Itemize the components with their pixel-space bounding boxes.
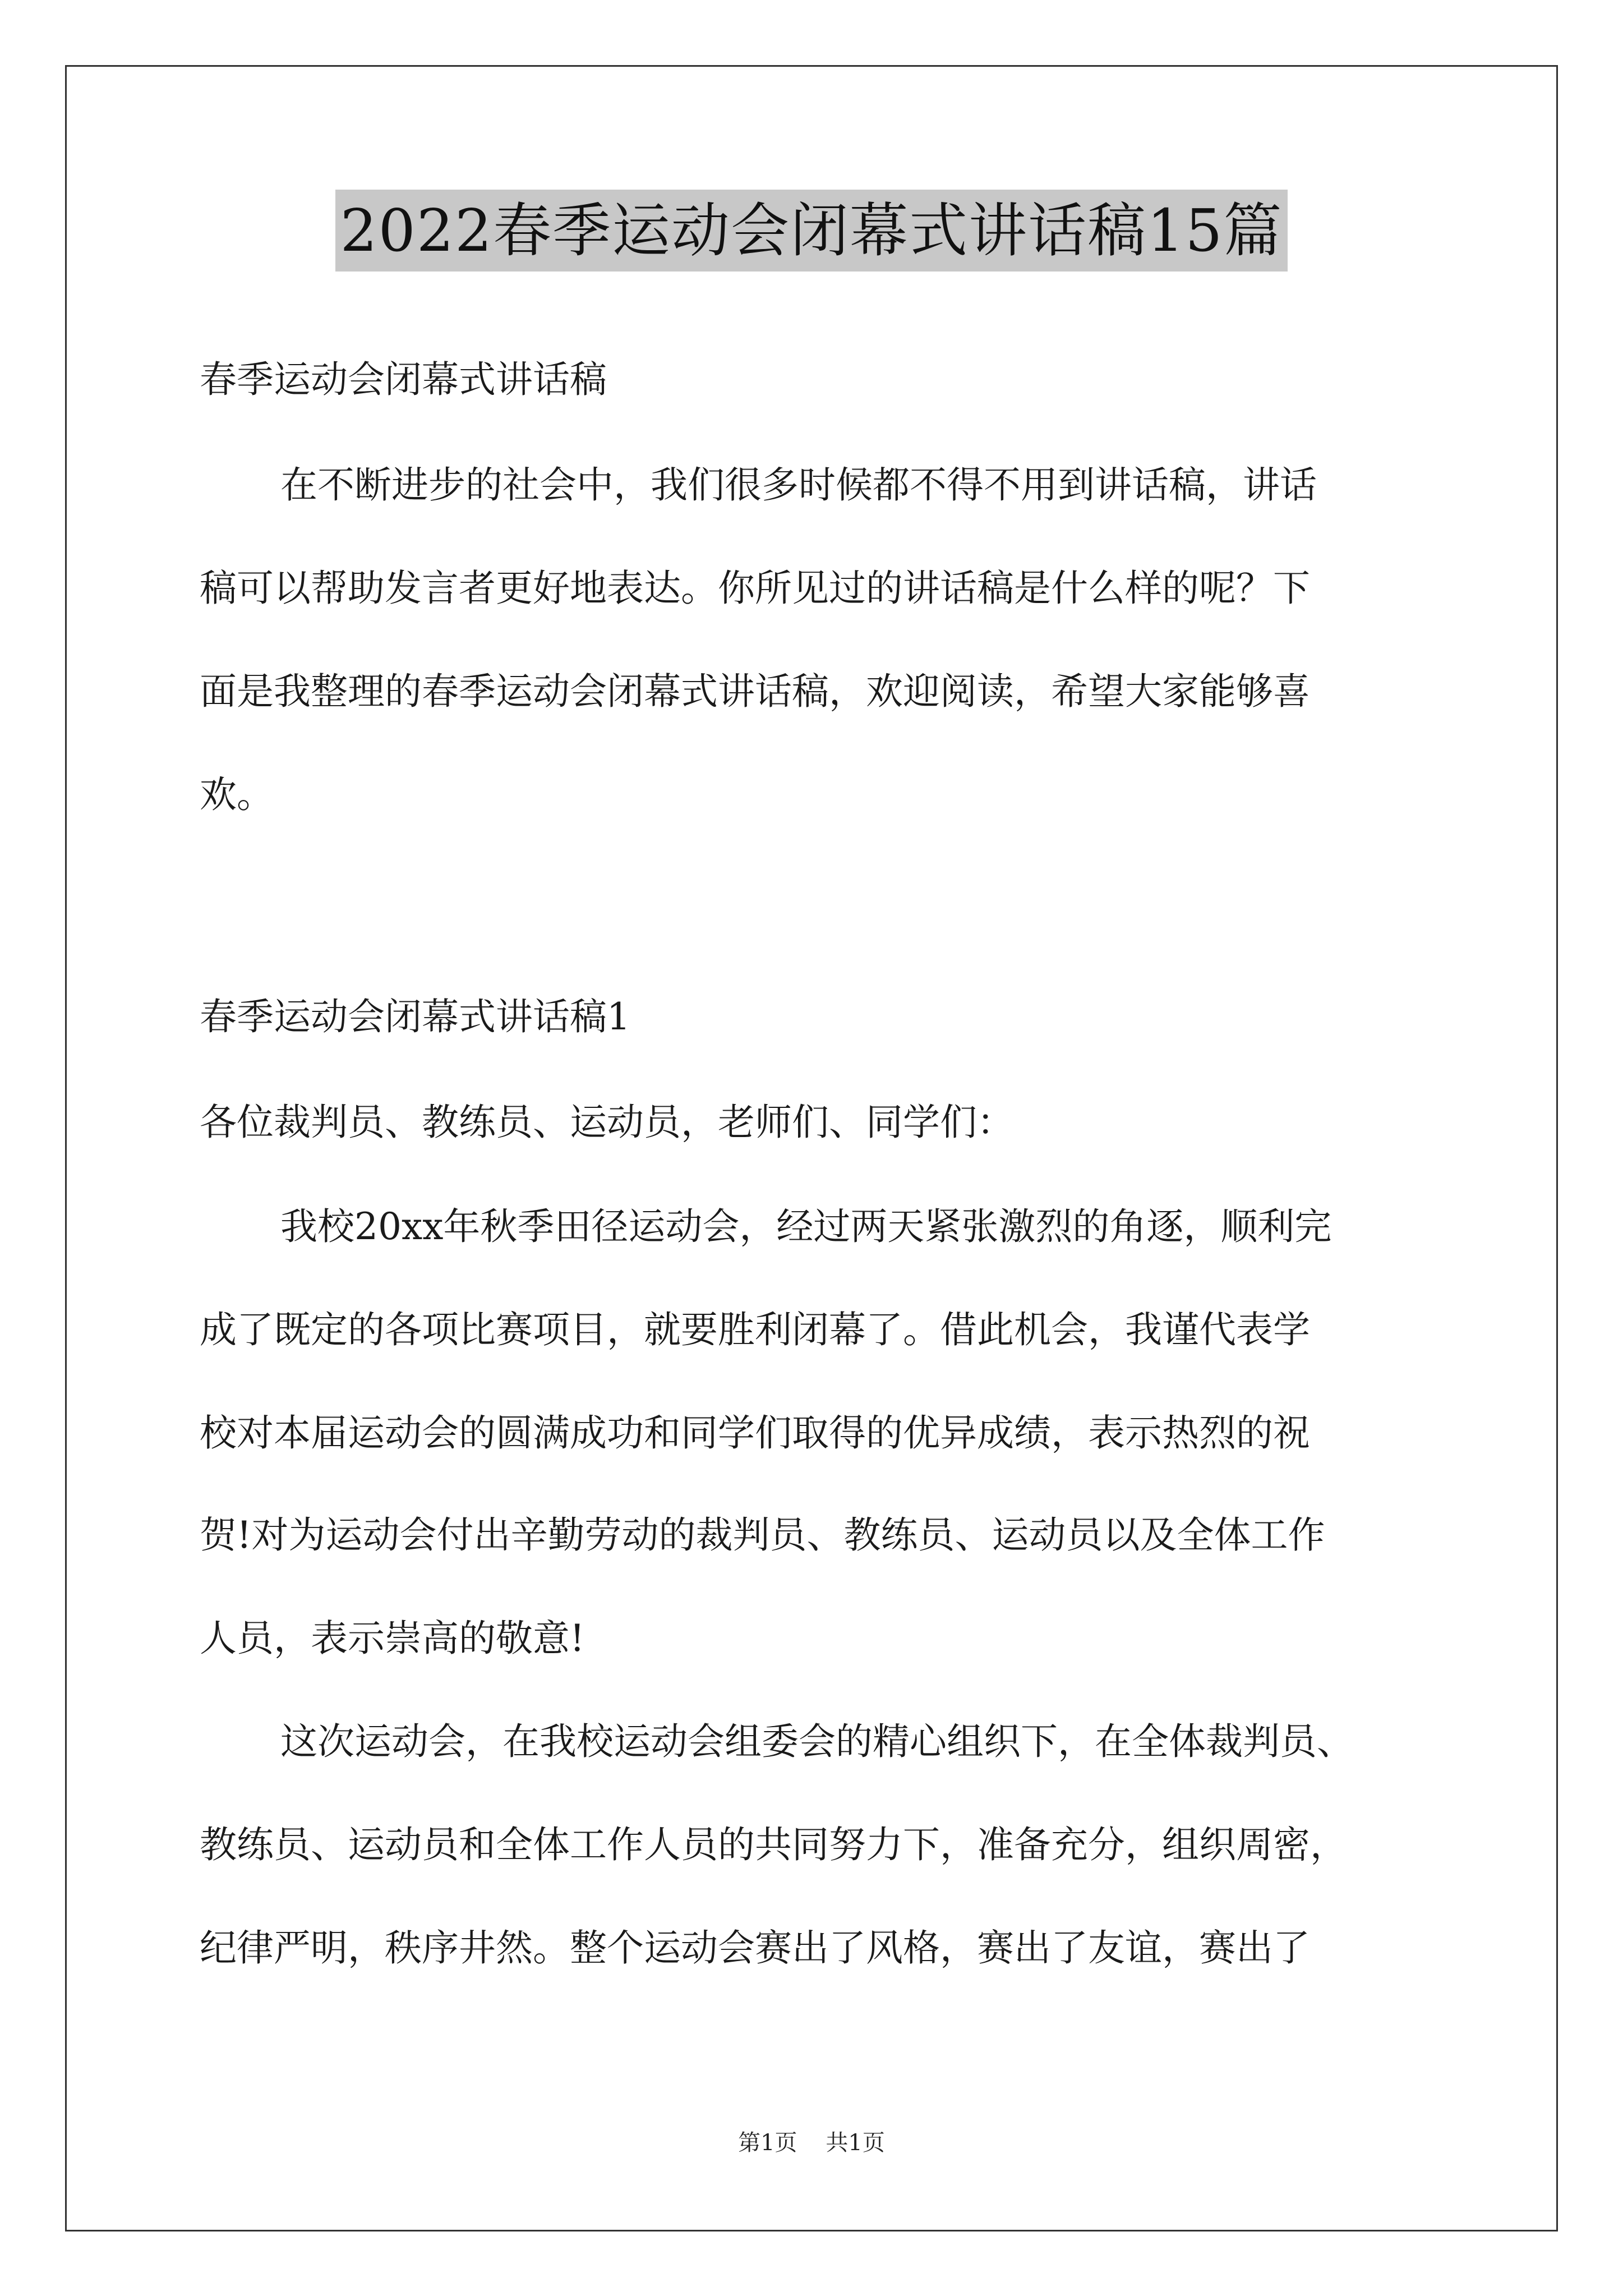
section-heading: 春季运动会闭幕式讲话稿1 (200, 995, 630, 1038)
title-wrap (0, 190, 1623, 272)
paragraph-line: 面是我整理的春季运动会闭幕式讲话稿，欢迎阅读，希望大家能够喜 (200, 670, 1310, 713)
paragraph-line: 校对本届运动会的圆满成功和同学们取得的优异成绩，表示热烈的祝 (200, 1411, 1310, 1455)
paragraph-line: 欢。 (200, 773, 274, 816)
paragraph-line: 稿可以帮助发言者更好地表达。你所见过的讲话稿是什么样的呢？下 (200, 567, 1310, 610)
paragraph-line: 贺!对为运动会付出辛勤劳动的裁判员、教练员、运动员以及全体工作 (200, 1513, 1325, 1557)
document-title: 2022春季运动会闭幕式讲话稿15篇 (335, 190, 1287, 272)
paragraph-line: 教练员、运动员和全体工作人员的共同努力下，准备充分，组织周密， (200, 1823, 1347, 1866)
page-total: 共1页 (826, 2130, 885, 2156)
paragraph-line: 人员，表示崇高的敬意! (200, 1617, 585, 1660)
page-number: 第1页 (738, 2130, 797, 2156)
paragraph-line: 在不断进步的社会中，我们很多时候都不得不用到讲话稿，讲话 (280, 463, 1317, 507)
paragraph-line: 我校20xx年秋季田径运动会，经过两天紧张激烈的角逐，顺利完 (280, 1205, 1332, 1248)
paragraph-line: 成了既定的各项比赛项目，就要胜利闭幕了。借此机会，我谨代表学 (200, 1308, 1310, 1351)
paragraph-line: 这次运动会，在我校运动会组委会的精心组织下，在全体裁判员、 (280, 1720, 1354, 1763)
salutation-line: 各位裁判员、教练员、运动员，老师们、同学们： (200, 1101, 1014, 1144)
page-footer (0, 2127, 1623, 2159)
paragraph-line: 纪律严明，秩序井然。整个运动会赛出了风格，赛出了友谊，赛出了 (200, 1926, 1310, 1970)
section-heading: 春季运动会闭幕式讲话稿 (200, 358, 607, 401)
